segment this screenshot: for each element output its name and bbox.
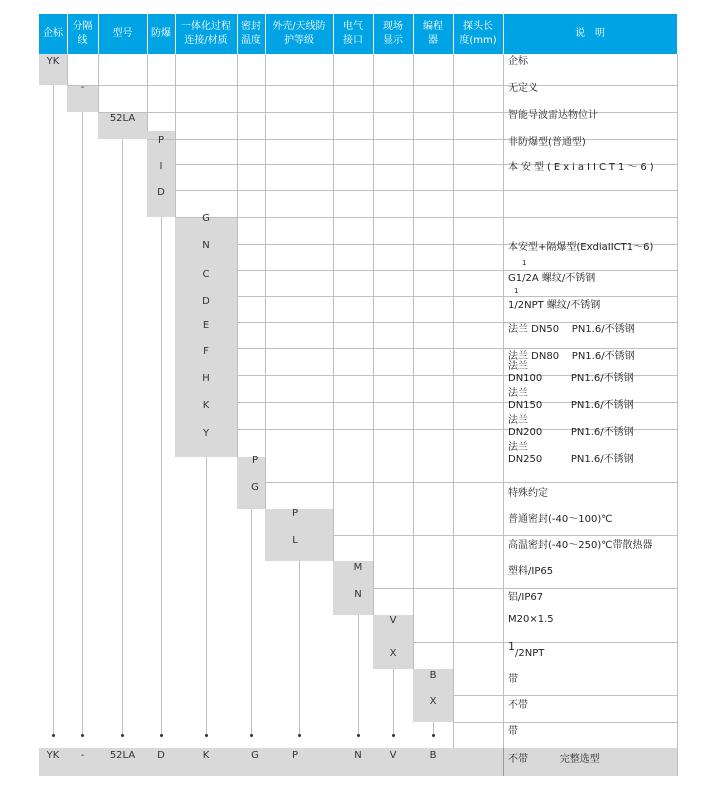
code-connection-c: C (202, 269, 210, 280)
code-connection-h: H (202, 373, 210, 384)
example-display: V (389, 750, 397, 761)
connector-dot (205, 734, 208, 737)
code-explosion-d: D (157, 187, 165, 198)
desc-without-display: 不带 (508, 700, 528, 711)
desc-m20: M20×1.5 (508, 614, 554, 625)
desc-non-explosion: 非防爆型(普通型) (508, 137, 586, 148)
desc-model: 智能导波雷达物位计 (508, 110, 598, 121)
desc-flange-dn100: 法兰 DN100 PN1.6/不锈钢 (508, 361, 634, 384)
example-description: 不带 完整选型 (508, 754, 600, 765)
desc-flange-dn50: 法兰 DN50 PN1.6/不锈钢 (508, 324, 635, 335)
code-programmer-b: B (429, 670, 437, 681)
code-display-x: X (389, 648, 397, 659)
code-seal-g: G (251, 482, 259, 493)
desc-plastic-ip65: 塑料/IP65 (508, 566, 554, 577)
header-separator: 分隔 线 (72, 21, 93, 46)
code-connection-f: F (203, 346, 209, 357)
desc-1-2npt: 1/2NPT 螺纹/不锈钢 (508, 300, 601, 311)
header-local-display: 现场 显示 (383, 21, 403, 46)
header-seal-temperature: 密封 温度 (241, 21, 261, 46)
desc-flange-dn150: 法兰 DN150 PN1.6/不锈钢 (508, 388, 634, 411)
fraction-numerator: 1 (522, 259, 527, 267)
code-explosion-i: I (159, 161, 163, 172)
header-electrical-interface: 电气 接口 (343, 21, 363, 46)
connector-dot (298, 734, 301, 737)
code-display-v: V (389, 615, 397, 626)
code-connection-n: N (202, 240, 210, 251)
header-probe-length: 探头长 度(mm) (459, 21, 497, 46)
desc-high-temp-seal: 高温密封(-40～250)℃带散热器 (508, 540, 653, 551)
desc-enterprise-code: 企标 (508, 56, 528, 67)
desc-intrinsic-flameproof: 本安型+隔爆型(ExdiaIICT1～6) (508, 242, 654, 253)
connector-dot (250, 734, 253, 737)
code-connection-k: K (202, 400, 210, 411)
code-connection-g: G (202, 213, 210, 224)
header-model: 型号 (112, 28, 133, 39)
example-yk: YK (46, 750, 60, 761)
desc-special-order: 特殊约定 (508, 488, 548, 499)
connector-dot (81, 734, 84, 737)
desc-half-npt: /2NPT (515, 648, 545, 659)
connector-dot (121, 734, 124, 737)
code-connection-e: E (202, 320, 210, 331)
fraction-numerator: 1 (508, 640, 515, 653)
desc-flange-dn80: 法兰 DN80 PN1.6/不锈钢 (508, 351, 635, 362)
connector-dot (52, 734, 55, 737)
header-description: 说 明 (575, 28, 605, 39)
desc-normal-seal: 普通密封(-40～100)℃ (508, 514, 613, 525)
connector-dot (160, 734, 163, 737)
block-connection (175, 217, 237, 457)
desc-aluminum-ip67: 铝/IP67 (508, 592, 544, 603)
code-explosion-p: P (157, 135, 165, 146)
desc-with-display: 带 (508, 674, 518, 685)
connector-dot (357, 734, 360, 737)
code-separator: - (80, 82, 85, 93)
code-connection-d: D (202, 296, 210, 307)
example-electrical: N (354, 750, 362, 761)
example-separator: - (80, 750, 85, 761)
desc-g1-2a: G1/2A 螺纹/不锈钢 (508, 273, 596, 284)
header-process-connection: 一体化过程 连接/材质 (181, 21, 231, 46)
header-explosion-proof: 防爆 (151, 28, 171, 39)
example-seal: G (251, 750, 259, 761)
desc-with-programmer: 带 (508, 726, 518, 737)
example-programmer: B (429, 750, 437, 761)
header-enterprise-code: 企标 (43, 28, 63, 39)
code-electrical-m: M (353, 562, 363, 573)
connector-dot (392, 734, 395, 737)
example-housing: P (291, 750, 299, 761)
code-housing-p: P (291, 508, 299, 519)
connector-dot (432, 734, 435, 737)
example-explosion: D (157, 750, 165, 761)
desc-intrinsic-safe: 本安型(ExiaIICT1～6) (508, 162, 657, 173)
desc-undefined: 无定义 (508, 83, 538, 94)
header-housing-protection: 外壳/天线防 护等级 (272, 21, 326, 46)
code-electrical-n: N (354, 589, 362, 600)
code-housing-l: L (292, 535, 298, 546)
code-programmer-x: X (429, 696, 437, 707)
desc-flange-dn250: 法兰 DN250 PN1.6/不锈钢 (508, 442, 634, 465)
example-connection: K (202, 750, 210, 761)
code-yk: YK (46, 56, 60, 67)
example-model: 52LA (109, 750, 136, 761)
code-connection-y: Y (202, 428, 210, 439)
fraction-numerator: 1 (514, 287, 519, 295)
header-programmer: 编程 器 (423, 21, 443, 46)
code-seal-p: P (251, 455, 259, 466)
desc-flange-dn200: 法兰 DN200 PN1.6/不锈钢 (508, 415, 634, 438)
code-model: 52LA (109, 113, 136, 124)
